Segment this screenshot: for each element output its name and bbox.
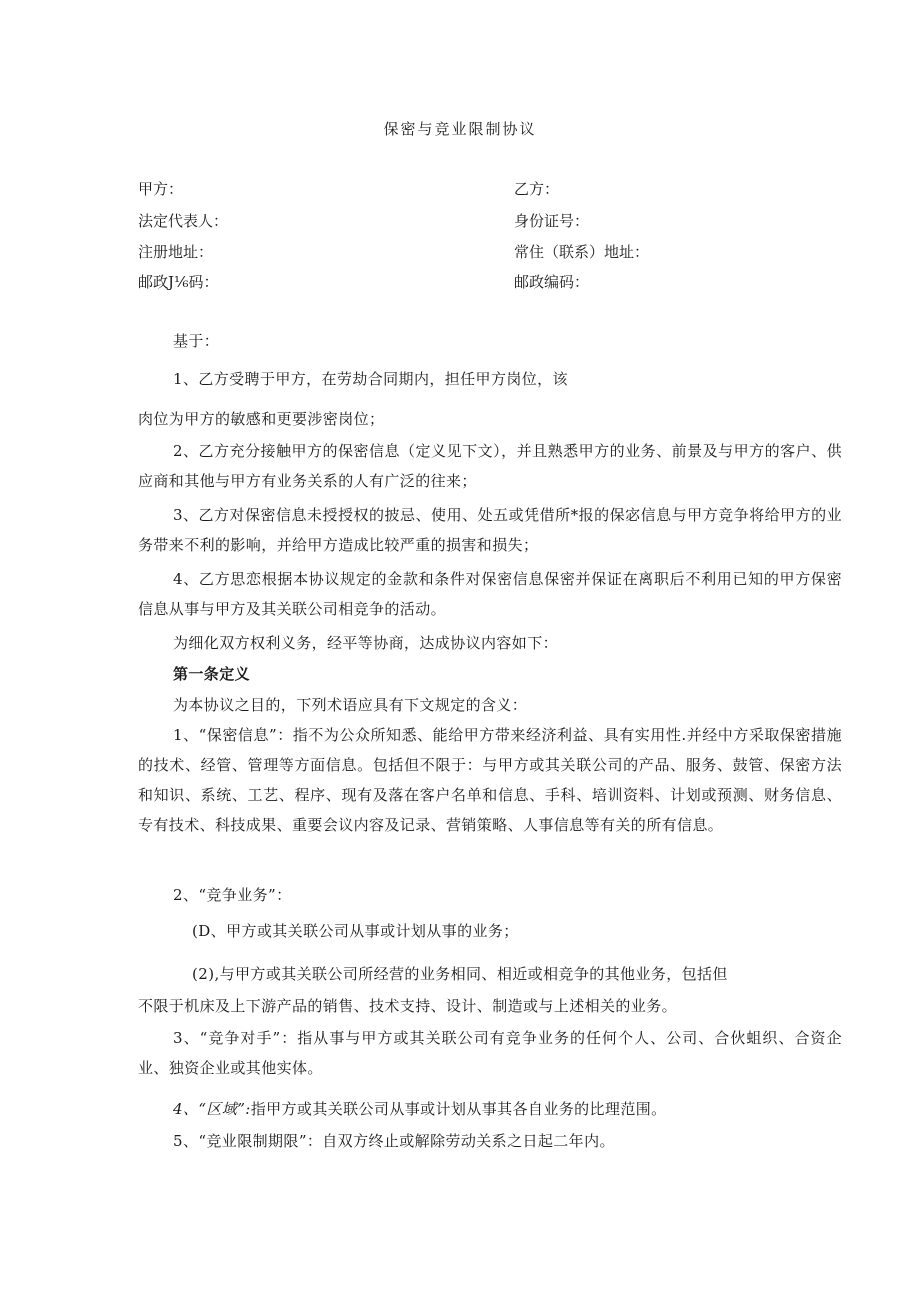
definition-2-item-2-line-2: 不限于机床及上下游产品的销售、技术支持、设计、制造或与上述相关的业务。	[138, 997, 678, 1015]
recital-1-line-1: 1、乙方受聘于甲方，在劳劫合同期内，担任甲方岗位，该	[173, 370, 568, 388]
article-1-intro: 为本协议之目的，下列术语应具有下文规定的含义：	[173, 696, 528, 714]
definition-1-confidential-info: 1、“保密信息”：指不为公众所知悉、能给甲方带来经济利益、具有实用性.并经中方采取保密措施的技术、经管、管理等方面信息。包括但不限于：与甲方或其关联公司的产品、服务、鼓管、保密方法和知识、系统、工艺、程序、现有及落在客户名单和信息、手科、培训资料、计划或预测、财务信息、专有技术、科技成果、重要会议内容及记录、营销策略、人事信息等有关的所有信息。	[138, 726, 842, 834]
party-a-postcode-label: 邮政J⅙码：	[138, 273, 219, 291]
definition-5-noncompete-period: 5、“竞业限制期限”：自双方终止或解除劳动关系之日起二年内。	[173, 1132, 615, 1150]
party-a-label: 甲方：	[138, 180, 184, 198]
recital-3: 3、乙方对保密信息未授授权的披忌、使用、处五或凭借所*报的保宓信息与甲方竞争将给甲方的业务带来不利的影响，并给甲方造成比较严重的损害和损失；	[138, 506, 842, 554]
recital-1-line-2: 肉位为甲方的敏感和更要涉密岗位；	[138, 410, 385, 428]
definition-4-text: 指甲方或其关联公司从事或计划从事其各自业务的比理范围。	[250, 1100, 667, 1118]
recital-2: 2、乙方充分接触甲方的保密信息（定义见下文），并且熟悉甲方的业务、前景及与甲方的客户、供应商和其他与甲方有业务关系的人有广泛的往来；	[138, 442, 842, 490]
definition-2-item-2-line-1: (2),与甲方或其关联公司所经营的业务相同、相近或相竞争的其他业务，包括但	[192, 965, 728, 983]
definition-2-competing-business: 2、“竞争业务”：	[173, 886, 292, 904]
legal-representative-label: 法定代表人：	[138, 212, 229, 230]
definition-4-label: 4、“区域”:	[173, 1100, 251, 1118]
contact-address-label: 常住（联系）地址：	[514, 243, 650, 261]
registered-address-label: 注册地址：	[138, 243, 214, 261]
id-number-label: 身份证号：	[514, 212, 590, 230]
article-1-heading: 第一条定义	[173, 665, 251, 683]
definition-3-competitor: 3、“竞争对手”：指从事与甲方或其关联公司有竞争业务的任何个人、公司、合伙蛆织、合资企业、独资企业或其他实体。	[138, 1029, 842, 1077]
agreement-intro: 为细化双方权利义务，经平等协商，达成协议内容如下：	[173, 634, 559, 652]
party-b-label: 乙方：	[514, 180, 560, 198]
recital-intro: 基于：	[173, 332, 220, 350]
recital-4: 4、乙方思恋根据本协议规定的金款和条件对保密信息保密并保证在离职后不利用已知的甲方保密信息从事与甲方及其关联公司相竞争的活动。	[138, 570, 842, 618]
party-b-postcode-label: 邮政编码：	[514, 273, 590, 291]
document-title: 保密与竞业限制协议	[383, 120, 537, 138]
definition-4-region	[138, 1094, 842, 1124]
definition-2-item-1: (D、甲方或其关联公司从事或计划从事的业务；	[192, 922, 519, 940]
